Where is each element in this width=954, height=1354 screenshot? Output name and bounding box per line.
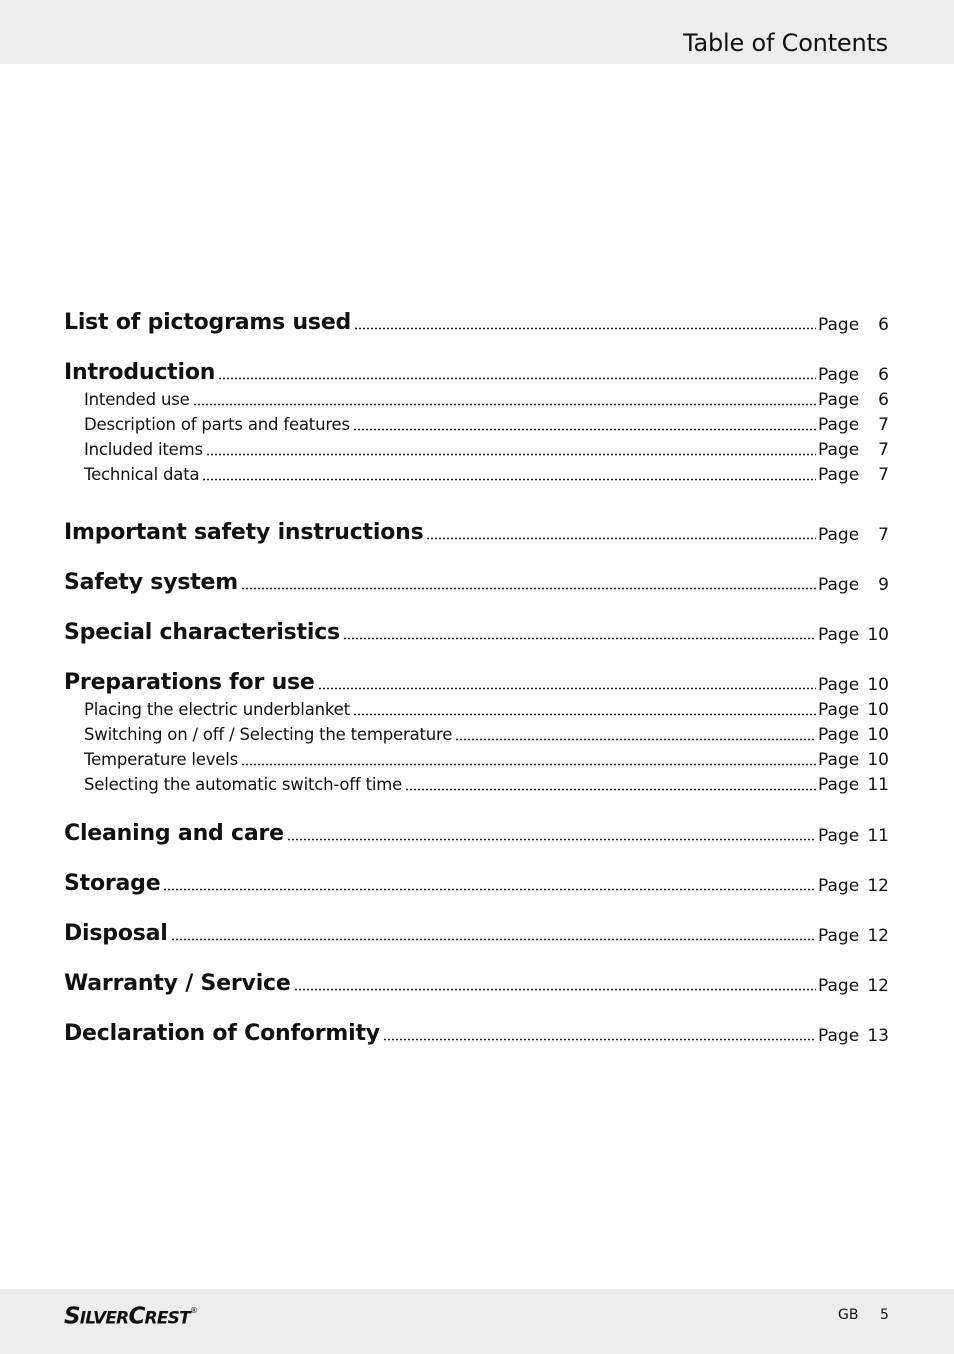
toc-entry-cleaning-and-care[interactable] [64, 821, 889, 847]
toc-entry-label: Description of parts and features [84, 415, 350, 434]
page-number: 12 [867, 876, 889, 896]
page-word: Page [818, 1026, 860, 1046]
page-number: 10 [867, 700, 889, 720]
dot-leader [426, 530, 816, 540]
toc-entry-list-of-pictograms[interactable] [64, 310, 889, 336]
page-word: Page [818, 315, 860, 335]
toc-entry-storage[interactable] [64, 871, 889, 897]
dot-leader [287, 831, 816, 841]
toc-entry-label: Storage [64, 871, 161, 896]
toc-entry-label: Selecting the automatic switch-off time [84, 775, 403, 794]
toc-subentry-switching-on-off[interactable] [84, 724, 889, 746]
page-word: Page [818, 750, 860, 770]
page-word: Page [818, 625, 860, 645]
dot-leader [318, 680, 816, 690]
page-word: Page [818, 390, 860, 410]
page-number: 10 [867, 725, 889, 745]
page-word: Page [818, 440, 860, 460]
dot-leader [218, 370, 816, 380]
toc-entry-introduction[interactable] [64, 360, 889, 386]
dot-leader [241, 580, 816, 590]
toc-subentry-intended-use[interactable] [84, 389, 889, 411]
toc-entry-label: Temperature levels [84, 750, 238, 769]
dot-leader [354, 320, 816, 330]
toc-entry-declaration-of-conformity[interactable] [64, 1021, 889, 1047]
toc-entry-safety-instructions[interactable] [64, 520, 889, 546]
toc-entry-warranty-service[interactable] [64, 971, 889, 997]
dot-leader [241, 756, 816, 766]
toc-entry-label: Switching on / off / Selecting the temperature [84, 725, 453, 744]
toc-entry-label: Disposal [64, 921, 168, 946]
page-number: 10 [867, 750, 889, 770]
page-number: 11 [867, 826, 889, 846]
dot-leader [343, 630, 816, 640]
page-word: Page [818, 465, 860, 485]
dot-leader [193, 396, 816, 406]
toc-subentry-included-items[interactable] [84, 439, 889, 461]
page-number: 12 [867, 926, 889, 946]
toc-entry-label: Included items [84, 440, 203, 459]
page-word: Page [818, 700, 860, 720]
toc-entry-label: Cleaning and care [64, 821, 284, 846]
page-word: Page [818, 575, 860, 595]
page-number: 10 [867, 625, 889, 645]
dot-leader [294, 981, 816, 991]
toc-entry-label: Important safety instructions [64, 520, 424, 545]
toc-entry-safety-system[interactable] [64, 570, 889, 596]
page-number: 6 [878, 315, 889, 335]
toc-entry-label: List of pictograms used [64, 310, 352, 335]
page-number: 12 [867, 976, 889, 996]
toc-entry-label: Preparations for use [64, 670, 315, 695]
toc-subentry-switch-off-time[interactable] [84, 774, 889, 796]
page-word: Page [818, 675, 860, 695]
page-number: 11 [867, 775, 889, 795]
dot-leader [206, 446, 816, 456]
dot-leader [202, 471, 816, 481]
page-number: 7 [878, 440, 889, 460]
toc-entry-label: Declaration of Conformity [64, 1021, 380, 1046]
page-number: 6 [878, 365, 889, 385]
dot-leader [455, 731, 816, 741]
page-number: 10 [867, 675, 889, 695]
silvercrest-logo: SILVERCREST® [64, 1303, 198, 1330]
page-word: Page [818, 826, 860, 846]
toc-entry-label: Safety system [64, 570, 238, 595]
toc-subentry-placing-underblanket[interactable] [84, 699, 889, 721]
page-number: 7 [878, 465, 889, 485]
toc-entry-disposal[interactable] [64, 921, 889, 947]
page-number: 7 [878, 415, 889, 435]
dot-leader [353, 706, 816, 716]
dot-leader [353, 421, 816, 431]
page-word: Page [818, 725, 860, 745]
page-title: Table of Contents [682, 29, 888, 57]
page-number: 9 [878, 575, 889, 595]
dot-leader [405, 781, 816, 791]
toc-entry-label: Warranty / Service [64, 971, 291, 996]
toc-entry-label: Technical data [84, 465, 200, 484]
dot-leader [383, 1031, 816, 1041]
toc-subentry-technical-data[interactable] [84, 464, 889, 486]
toc-entry-preparations-for-use[interactable] [64, 670, 889, 696]
page-number: 13 [867, 1026, 889, 1046]
toc-entry-label: Special characteristics [64, 620, 340, 645]
dot-leader [171, 931, 816, 941]
toc-subentry-description-of-parts[interactable] [84, 414, 889, 436]
page-word: Page [818, 415, 860, 435]
toc-entry-label: Intended use [84, 390, 190, 409]
page-word: Page [818, 926, 860, 946]
page-word: Page [818, 876, 860, 896]
language-code: GB [838, 1307, 859, 1323]
page-word: Page [818, 525, 860, 545]
page-number-footer: 5 [880, 1307, 889, 1323]
page-word: Page [818, 976, 860, 996]
dot-leader [163, 881, 816, 891]
page-word: Page [818, 365, 860, 385]
toc-subentry-temperature-levels[interactable] [84, 749, 889, 771]
page-word: Page [818, 775, 860, 795]
page-number: 6 [878, 390, 889, 410]
page-number: 7 [878, 525, 889, 545]
toc-entry-label: Placing the electric underblanket [84, 700, 350, 719]
toc-entry-label: Introduction [64, 360, 216, 385]
toc-entry-special-characteristics[interactable] [64, 620, 889, 646]
